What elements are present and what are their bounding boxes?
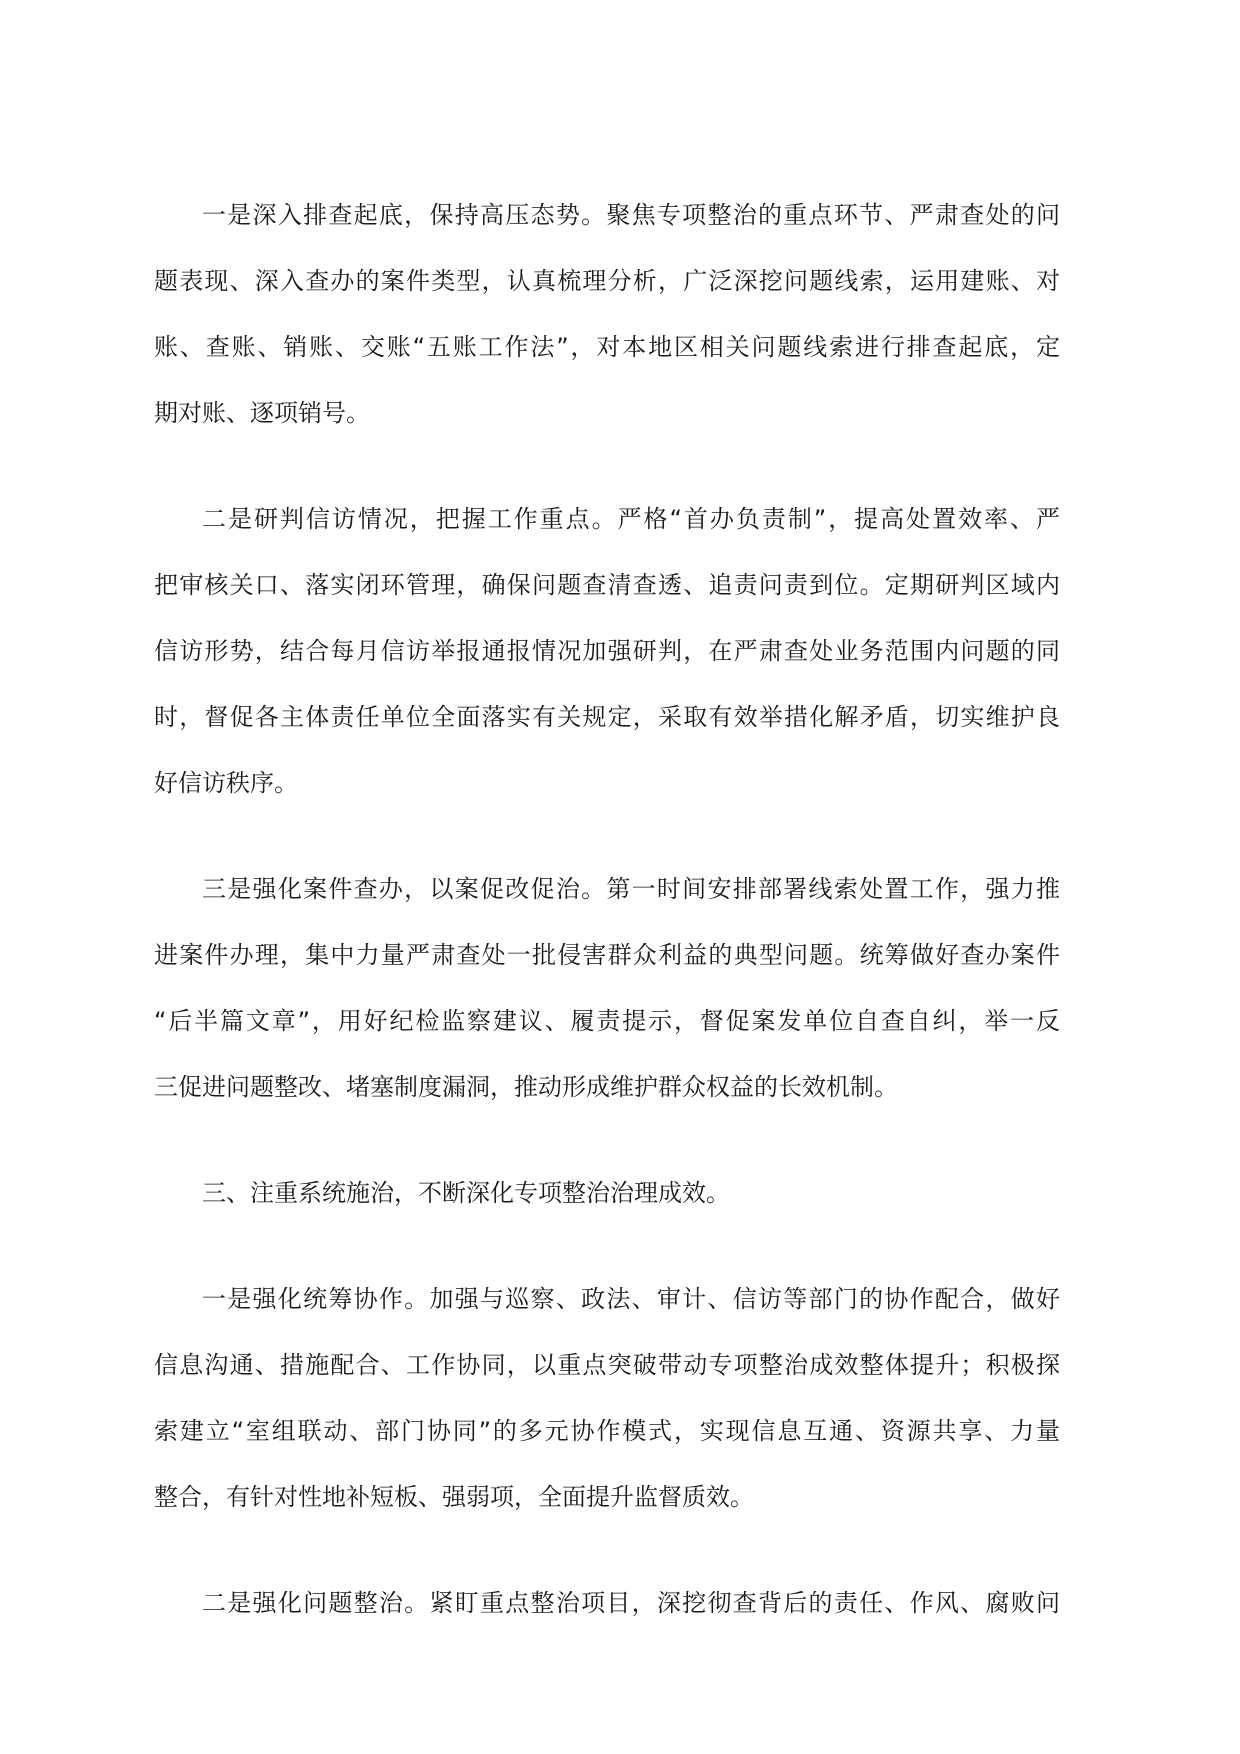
section-heading (154, 1160, 1060, 1226)
paragraph-line: 三促进问题整改、堵塞制度漏洞，推动形成维护群众权益的长效机制。 (154, 1073, 898, 1101)
document-body (154, 182, 1060, 1676)
paragraph-line: 整合，有针对性地补短板、强弱项，全面提升监督质效。 (154, 1483, 754, 1511)
paragraph-line: 账、查账、销账、交账“五账工作法”，对本地区相关问题线索进行排查起底，定 (154, 333, 1060, 361)
paragraph-line: 索建立“室组联动、部门协同”的多元协作模式，实现信息互通、资源共享、力量 (154, 1417, 1060, 1445)
paragraph-line: 信息沟通、措施配合、工作协同，以重点突破带动专项整治成效整体提升；积极探 (154, 1351, 1060, 1379)
paragraph-1 (154, 182, 1060, 446)
paragraph-line: 信访形势，结合每月信访举报通报情况加强研判，在严肃查处业务范围内问题的同 (154, 637, 1060, 665)
paragraph-line: 三是强化案件查办，以案促改促治。第一时间安排部署线索处置工作，强力推 (202, 875, 1060, 903)
paragraph-line: “后半篇文章”，用好纪检监察建议、履责提示，督促案发单位自查自纠，举一反 (154, 1007, 1060, 1035)
heading-line: 三、注重系统施治，不断深化专项整治治理成效。 (202, 1179, 730, 1207)
paragraph-line: 题表现、深入查办的案件类型，认真梳理分析，广泛深挖问题线索，运用建账、对 (154, 267, 1060, 295)
paragraph-line: 进案件办理，集中力量严肃查处一批侵害群众利益的典型问题。统筹做好查办案件 (154, 941, 1060, 969)
paragraph-line: 时，督促各主体责任单位全面落实有关规定，采取有效举措化解矛盾，切实维护良 (154, 703, 1060, 731)
paragraph-line: 把审核关口、落实闭环管理，确保问题查清查透、追责问责到位。定期研判区域内 (154, 571, 1060, 599)
paragraph-2 (154, 486, 1060, 816)
paragraph-5 (154, 1266, 1060, 1530)
paragraph-line: 一是深入排查起底，保持高压态势。聚焦专项整治的重点环节、严肃查处的问 (202, 201, 1060, 229)
paragraph-line: 好信访秩序。 (154, 769, 298, 797)
paragraph-line: 期对账、逐项销号。 (154, 399, 370, 427)
paragraph-line: 二是强化问题整治。紧盯重点整治项目，深挖彻查背后的责任、作风、腐败问 (202, 1589, 1060, 1617)
paragraph-line: 一是强化统筹协作。加强与巡察、政法、审计、信访等部门的协作配合，做好 (202, 1285, 1060, 1313)
paragraph-6 (154, 1570, 1060, 1636)
paragraph-3 (154, 856, 1060, 1120)
paragraph-line: 二是研判信访情况，把握工作重点。严格“首办负责制”，提高处置效率、严 (202, 505, 1060, 533)
